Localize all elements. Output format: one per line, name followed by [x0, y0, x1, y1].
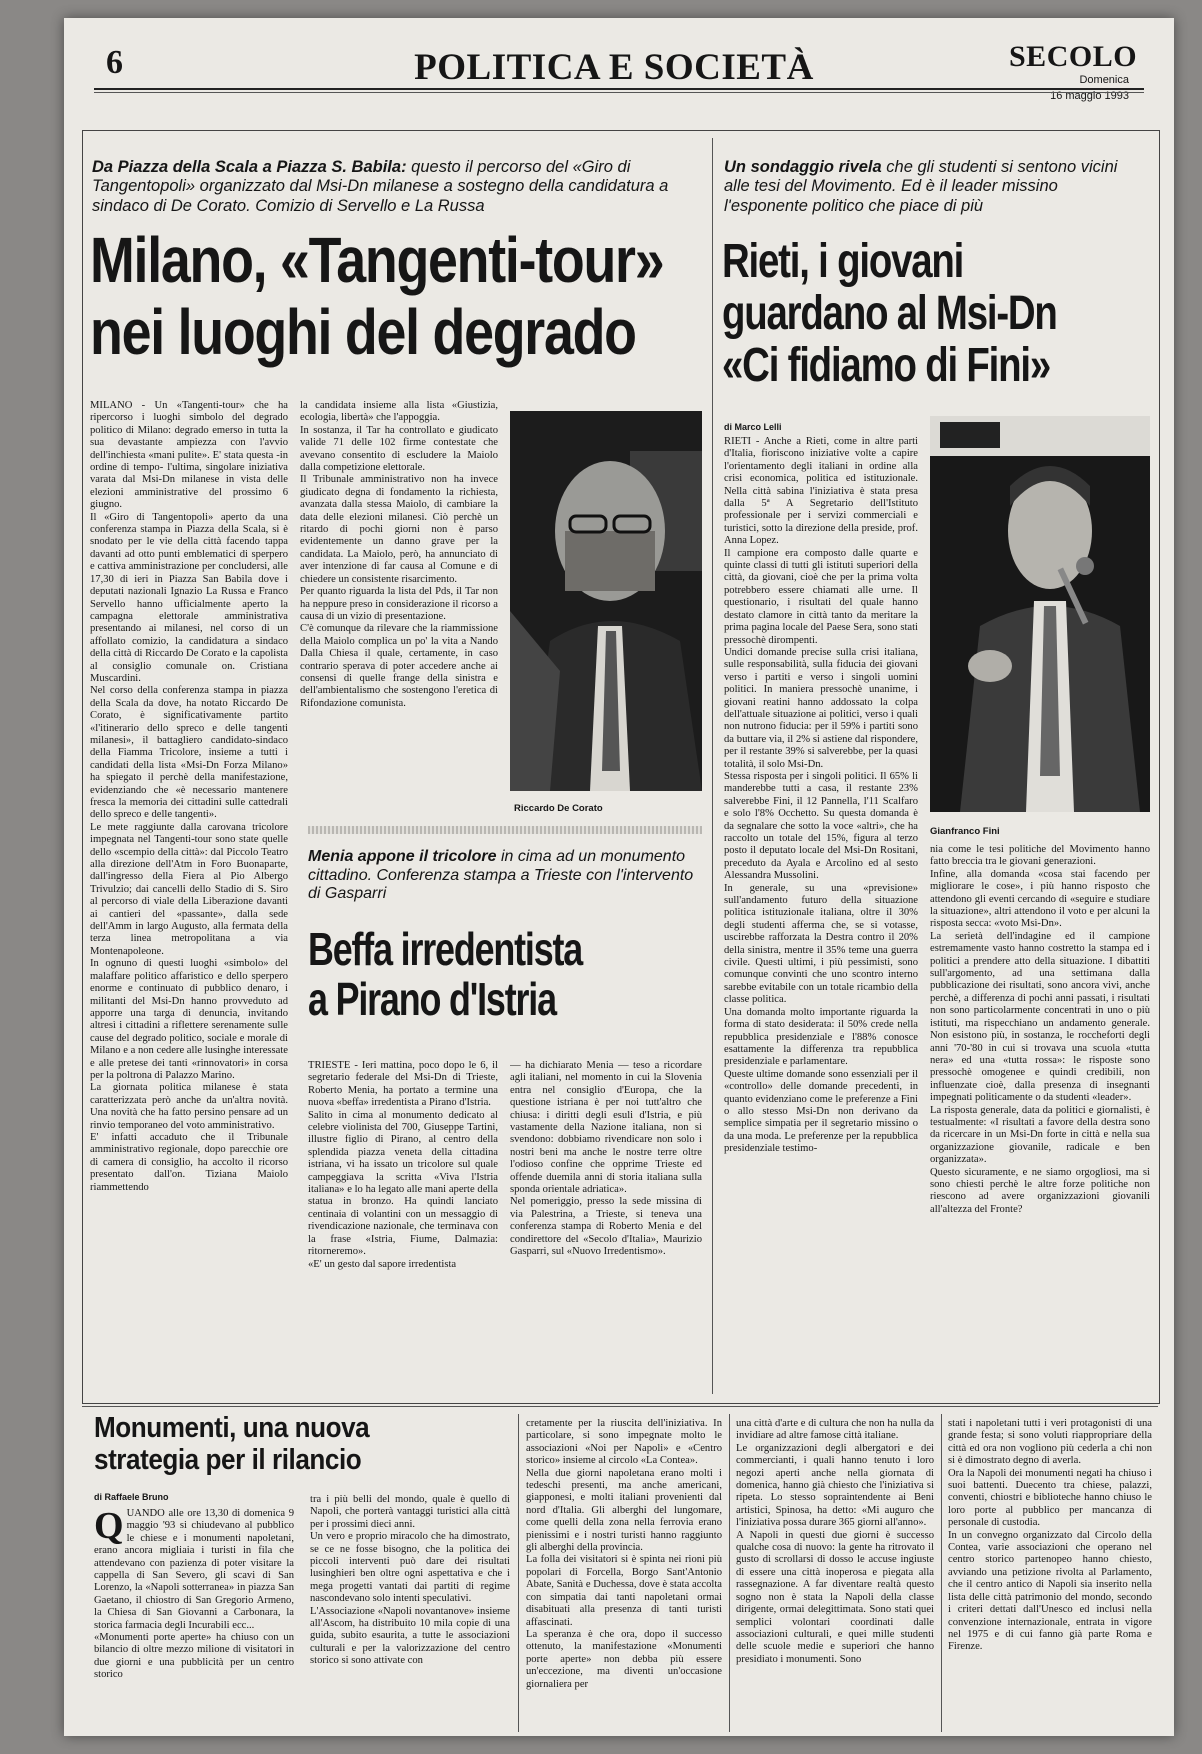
masthead-rule-thin [94, 92, 1144, 93]
monumenti-text-1: UANDO alle ore 13,30 di domenica 9 maggio '93 si chiudevano al pubblico le chiese e i monumenti napoletani, erano ancora migliaia i turisti in fila che attendevano con pazienza di poter visitare la cappella di San Severo, gli scavi di San Lorenzo, la «Napoli sotterranea» in piazza San Gaetano, il chiostro di San Gregorio Armeno, la Chiesa di San Giovanni a Carbonara, la storica farmacia degli Incurabili ecc... «Monumenti porte aperte» ha chiuso con un bilancio di oltre mezzo milione di visitatori in due giorni e una pubblicità per un centro storico [94, 1508, 294, 1681]
milano-kicker-rest: questo il percorso del «Giro di Tangentopoli» organizzato dal Msi-Dn milanese a sostegno della candidatura a sindaco di De Corato. Comizio di Servello e La Russa [92, 158, 669, 215]
monumenti-column-2 [310, 1494, 510, 1732]
monumenti-text-4: una città d'arte e di cultura che non ha nulla da invidiare ad altre famose città italiane. Le organizzazioni degli albergatori e dei commercianti, i quali hanno tenuto i loro negozi aperti anche nella giornata di domenica, hanno già chiesto che l'iniziativa si ripeta. Lo stesso sopraintendente ai Beni artistici, Spinosa, ha detto: «Mi auguro che l'iniziativa possa durare 365 giorni all'anno». A Napoli in questi due giorni è successo qualche cosa di nuovo: la gente ha ritrovato il gusto di scrollarsi di dosso le accuse ingiuste di essere una città inoperosa e piegata alla rassegnazione. A far diventare realtà questo sogno non è stata la Napoli della classe dirigente, ormai delegittimata. Sono stati quei semplici volontari coordinati dalle associazioni culturali, e quei mille studenti delle scuole medie e superiori che hanno presidiato i monumenti. Sono [736, 1418, 934, 1665]
newspaper-page [64, 18, 1174, 1736]
monumenti-column-3 [526, 1418, 722, 1732]
monumenti-headline-1: Monumenti, una nuova [94, 1412, 370, 1444]
monumenti-text-5: stati i napoletani tutti i veri protagonisti di una grande festa; si sono voluti riappropriare della città ed ora non vogliono più cederla a chi non si è dimostrato degno di averla. Ora la Napoli dei monumenti negati ha chiuso i suoi battenti. Duecento tra chiese, palazzi, conventi, chiostri e biblioteche hanno chiuso le loro porte al pubblico per mancanza di personale di custodia. In un convegno organizzato dal Circolo della Contea, varie associazioni che operano nel centro storico partenopeo hanno chiesto, avviando una petizione rivolta al Parlamento, che il centro antico di Napoli sia inserito nella lista delle città patrimonio del mondo, secondo i criteri dettati dall'Unesco ed inclusi nella convenzione internazionale, entrata in vigore nel 1975 e di cui fanno già parte Roma e Firenze. [948, 1418, 1152, 1653]
rieti-headline-2: guardano al Msi-Dn [722, 287, 1057, 340]
monumenti-text-2: tra i più belli del mondo, quale è quello di Napoli, che porterà vantaggi turistici alla città per i prossimi dieci anni. Un vero e proprio miracolo che ha dimostrato, se ce ne fosse bisogno, che la politica dei piccoli interventi può dare dei risultati lusinghieri ben oltre ogni aspettativa e che i mega progetti vantati dai partiti di regime nascondevano solo intenti speculativi. L'Associazione «Napoli novantanove» insieme all'Ascom, ha distribuito 10 mila copie di una guida, subito esaurita, a tutte le associazioni culturali e per la valorizzazione del centro storico si sono attivate con [310, 1494, 510, 1667]
milano-kicker-lead: Da Piazza della Scala a Piazza S. Babila: [92, 158, 407, 176]
rieti-text-1: RIETI - Anche a Rieti, come in altre parti d'Italia, fioriscono iniziative volte a capire l'orientamento degli italiani in ordine alla crisi economica, politica ed istituzionale. Nella città sabina l'iniziativa è stata presa dalla 5ª A Segretario dell'Istituto professionale per i servizi commerciali e turistici, sotto la direzione della preside, prof. Anna Lopez. Il campione era composto dalle quarte e quinte classi di tutti gli istituti superiori della città, da giovani, cioè che per la prima volta potrebbero essere chiamati alle urne. Il questionario, i risultati del quale hanno destato clamore in città tanto da meritare la prima pagina locale del Paese Sera, sono stati pressochè dirompenti. Undici domande precise sulla crisi italiana, sulle responsabilità, sulla fiducia dei giovani verso i partiti e verso i singoli uomini politici. In maniera pressochè unanime, i giovani reatini hanno addossato la colpa dell'attuale situazione ai politici, verso i quali non nutrono fiducia: per il 59% i partiti sono da buttare via, il 2% si astiene dal rispondere, per il restante 39% si salverebbe, per la quasi totalità, il solo Msi-Dn. Stessa risposta per i singoli politici. Il 65% li manderebbe tutti a casa, il restante 23% salverebbe Fini, il 12 Pannella, l'11 Scalfaro e solo l'8% Occhetto. Su questa domanda è da segnalare che sotto la voce «altri», che ha raccolto un totale del 15%, figura al terzo posto il deputato locale del Msi-Dn Rositani, preceduto da Ayala e Arcolino ed al sesto Alessandra Mussolini. In generale, su una «previsione» sull'andamento futuro della situazione politica istituzionale italiana, oltre il 30% degli studenti afferma che, se si votasse, uscirebbe rafforzata la Destra contro il 20% della sinistra, mentre il 35% teme una guerra civile. Questi ultimi, i più pessimisti, sono comunque convinti che uno scontro interno sarebbe evitabile con un totale ricambio della classe politica. Una domanda molto importante riguarda la forma di stato desiderata: il 50% crede nella repubblica presidenziale e l'88% conosce esattamente la differenza tra repubblica presidenziale e parlamentare. Queste ultime domande sono essenziali per il «controllo» delle domande precedenti, in quanto evidenziano come le preferenze a Fini o allo stesso Msi-Dn non derivano da semplice simpatia per il segretario missino o da una moda. Le preferenze per la repubblica presidenziale testimo- [724, 436, 918, 1155]
pirano-kicker [308, 848, 698, 904]
rieti-byline: di Marco Lelli [724, 422, 782, 432]
rieti-column-2 [930, 844, 1150, 1396]
pirano-column-1 [308, 1060, 498, 1396]
rieti-headline-1: Rieti, i giovani [722, 235, 964, 288]
issue-day: Domenica [1079, 74, 1129, 86]
milano-text-1: MILANO - Un «Tangenti-tour» che ha ripercorso i luoghi simbolo del degrado politico di Milano: degrado emerso in tutta la sua devastante ampiezza con l'avvio dell'inchiesta «mani pulite». E' stata questa -in ordine di tempo- l'ultima, singolare iniziativa varata dal Msi-Dn milanese in vista delle elezioni amministrative del prossimo 6 giugno. Il «Giro di Tangentopoli» aperto da una conferenza stampa in Piazza della Scala, si è snodato per le vie della città facendo tappa davanti ad otto punti emblematici di sperpero e cattiva amministrazione per concludersi, alle 17,30 di ieri in Piazza San Babila dove i deputati nazionali Ignazio La Russa e Franco Servello hanno ufficialmente aperto la campagna elettorale amministrativa presentando ai milanesi, nel corso di un affollato comizio, la candidatura a sindaco della città di Riccardo De Corato e la capolista al consiglio comunale on. Cristiana Muscardini. Nel corso della conferenza stampa in piazza della Scala da dove, ha notato Riccardo De Corato, è significativamente partito «l'itinerario dello spreco e delle tangenti milanesi», il battagliero candidato-sindaco della Fiamma Tricolore, insieme a tutti i candidati della lista «Msi-Dn Forza Milano» ha spiegato il perchè della manifestazione, evidenziando che «è necessario mantenere fresca la memoria dei cittadini sulle cattedrali dello spreco e delle tangenti». Le mete raggiunte dalla carovana tricolore impegnata nel Tangenti-tour sono state quelle dello «scempio della città»: dal Piccolo Teatro alla direzione dell'Atm in Foro Buonaparte, dall'ingresso della Fiera al Pio Albergo Trivulzio; dai cancelli dello Stadio di S. Siro al percorso di viale della Liberazione davanti ai cantieri del «passante», dalla sede dell'Amm in largo Augusto, alla fermata della terza linea metropolitana a via Montenapoleone. In ognuno di questi luoghi «simbolo» del malaffare politico affaristico e dello sperpero enorme e continuato di pubblico denaro, i militanti del Msi-Dn hanno provveduto ad apporre una targa di denuncia, invitando altresì i cittadini a riflettere serenamente sulle cause del degrado politico, sociale e morale di Milano e a non cedere alle lusinghe interessate e alle pretese dei tanti «rinnovatori» in corsa per la poltrona di Palazzo Marino. La giornata politica milanese è stata caratterizzata però anche da un'altra novità. Una novità che ha fatto persino pensare ad un rinvio temporaneo del voto amministrativo. E' infatti accaduto che il Tribunale amministrativo regionale, dopo parecchie ore di camera di consiglio, ha accolto il ricorso presentato dall'on. Tiziana Maiolo riammettendo [90, 400, 288, 1193]
milano-column-1 [90, 400, 288, 1398]
rieti-kicker-rest: che gli studenti si sentono vicini alle tesi del Movimento. Ed è il leader missino l'esponente politico che piace di più [724, 158, 1118, 215]
bottom-divider [82, 1406, 1158, 1407]
issue-date: 16 maggio 1993 [1050, 89, 1129, 102]
de-corato-caption: Riccardo De Corato [514, 803, 603, 814]
monumenti-column-1 [94, 1508, 294, 1732]
pirano-shade-bar [308, 826, 702, 834]
masthead-brand [1009, 40, 1138, 104]
milano-text-2: la candidata insieme alla lista «Giustizia, ecologia, libertà» che l'appoggia. In sostanza, il Tar ha controllato e giudicato valide 71 delle 102 firme contestate che avevano consentito di escludere la Maiolo dalla competizione elettorale. Il Tribunale amministrativo non ha invece giudicato degna di fondamento la richiesta, avanzata dalla stessa Maiolo, di cambiare la data delle elezioni milanesi. Ciò perchè un ritardo di pochi giorni non è parso evidentemente un danno grave per la candidata. La Maiolo, però, ha annunciato di aver intenzione di far causa al Comune e di chiedere un consistente risarcimento. Per quanto riguarda la lista del Pds, il Tar non ha neppure preso in considerazione il ricorso a causa di un vizio di presentazione. C'è comunque da rilevare che la riammissione della Maiolo complica un po' la vita a Nando Dalla Chiesa il quale, certamente, in caso contrario sperava di poter accedere anche ai consensi di quelle frange della sinistra e dell'ambientalismo che sostengono l'eretica di Rifondazione comunista. [300, 400, 498, 709]
photo-de-corato [510, 411, 702, 791]
paper-logo: SECOLO [1009, 40, 1138, 73]
pirano-column-2 [510, 1060, 702, 1396]
rieti-kicker-lead: Un sondaggio rivela [724, 158, 882, 176]
monumenti-divider-2 [729, 1414, 730, 1732]
pirano-headline-2: a Pirano d'Istria [308, 973, 556, 1025]
milano-column-2 [300, 400, 498, 802]
pirano-headline-1: Beffa irredentista [308, 923, 583, 975]
page-number: 6 [106, 44, 123, 81]
photo-fini [930, 416, 1150, 812]
rieti-column-1 [724, 436, 918, 1396]
pirano-kicker-rest: in cima ad un monumento cittadino. Conferenza stampa a Trieste con l'intervento di Gasparri [308, 848, 694, 903]
rieti-text-2: nia come le tesi politiche del Movimento hanno fatto breccia tra le giovani generazioni. Infine, alla domanda «cosa stai facendo per migliorare le cose», i più hanno risposto che attendono gli eventi cercando di «seguire e studiare la situazione», altri attendono il voto e per alcuni la risposta secca: «voto Msi-Dn». La serietà dell'indagine ed il campione estremamente vasto hanno costretto la stampa ed i politici a prendere atto della situazione. I dibattiti sull'argomento, ad una settimana dalla pubblicazione dei risultati, sono ancora vivi, anche perchè, a differenza di pochi anni passati, i risultati non sono particolarmente concentrati in uno o più istituti, ma rispecchiano un andamento generale. Non esistono più, in sostanza, le roccheforti degli anni '70-'80 in cui si trovava una scuola «tutta nera» ed una «tutta rossa»: le risposte sono pressochè omogenee e quindi credibili, non influenzate cioè, dalla presenza di insegnanti impegnati politicamente o da studenti «leader». La risposta generale, data da politici e giornalisti, è testualmente: «I risultati a favore della destra sono da ricercare in un Msi-Dn forte in città e nella sua organizzazione giovanile, radicale e ben organizzata». Questo sicuramente, e ne siamo orgogliosi, ma si sono chiesti perchè le altre forze politiche non riescono ad avere organizzazioni giovanili all'altezza del Fronte? [930, 844, 1150, 1215]
milano-headline-2: nei luoghi del degrado [90, 296, 636, 368]
masthead-rule [94, 88, 1144, 90]
section-title: POLITICA E SOCIETÀ [414, 47, 814, 88]
monumenti-column-4 [736, 1418, 934, 1732]
rieti-headline-3: «Ci fidiamo di Fini» [722, 339, 1051, 392]
monumenti-column-5 [948, 1418, 1152, 1732]
monumenti-divider-1 [518, 1414, 519, 1732]
milano-headline-1: Milano, «Tangenti-tour» [90, 224, 664, 296]
monumenti-byline: di Raffaele Bruno [94, 1492, 169, 1502]
fini-caption: Gianfranco Fini [930, 826, 1000, 837]
monumenti-dropcap: Q [94, 1508, 124, 1547]
pirano-kicker-lead: Menia appone il tricolore [308, 848, 497, 865]
monumenti-text-3: cretamente per la riuscita dell'iniziativa. In particolare, si sono impegnate molto le associazioni «Noi per Napoli» e «Centro storico» insieme al circolo «La Contea». Nella due giorni napoletana erano molti i tedeschi presenti, ma anche americani, giapponesi, e molti italiani provenienti dal nord d'Italia. Gli alberghi del lungomare, come quelli della zona nella ferrovia erano pienissimi e i nostri turisti hanno raggiunto gli alberghi della provincia. La folla dei visitatori si è spinta nei rioni più popolari di Forcella, Borgo Sant'Antonio Abate, Sanità e Duchessa, dove è stata accolta con simpatia dai tanti napoletani ormai disabituati alla presenza di tanti turisti affascinati. La speranza è che ora, dopo il successo ottenuto, la manifestazione «Monumenti porte aperte» non debba più essere un'eccezione, ma diventi un'occasione giornaliera per [526, 1418, 722, 1690]
rieti-kicker [724, 158, 1144, 216]
monumenti-headline-2: strategia per il rilancio [94, 1444, 362, 1476]
monumenti-divider-3 [941, 1414, 942, 1732]
milano-kicker [92, 158, 692, 216]
pirano-text-1: TRIESTE - Ieri mattina, poco dopo le 6, il segretario federale del Msi-Dn di Trieste, Roberto Menia, ha portato a termine una nuova «beffa» irredentista a Pirano d'Istria. Salito in cima al monumento dedicato al celebre violinista del 700, Giuseppe Tartini, illustre figlio di Pirano, al centro della splendida piazza veneta della cittadina istriana, vi ha issato un tricolore sul quale campeggiava la scritta «Viva l'Istria italiana» e lo ha legato alle mani aperte della statua in bronzo. Ha quindi lanciato centinaia di volantini con un messaggio di rivendicazione nazionale, che terminava con la frase «Istria, Fiume, Dalmazia: ritorneremo». «E' un gesto dal sapore irredentista [308, 1060, 498, 1270]
pirano-text-2: — ha dichiarato Menia — teso a ricordare agli italiani, nel momento in cui la Slovenia entra nel consiglio d'Europa, che la questione istriana è per noi tutt'altro che chiusa: i diritti degli esuli d'Istria, e più vastamente della Nazione italiana, non si svendono: dobbiamo rivendicare non solo i nostri beni ma anche le nostre terre oltre l'odioso confine che opprime Trieste ed offende duemila anni di storia italiana sulla sponda orientale adriatica». Nel pomeriggio, presso la sede missina di via Palestrina, a Trieste, si teneva una conferenza stampa di Roberto Menia e del condirettore del «Secolo d'Italia», Maurizio Gasparri, sul «Nuovo Irredentismo». [510, 1060, 702, 1258]
column-divider [712, 138, 713, 1394]
